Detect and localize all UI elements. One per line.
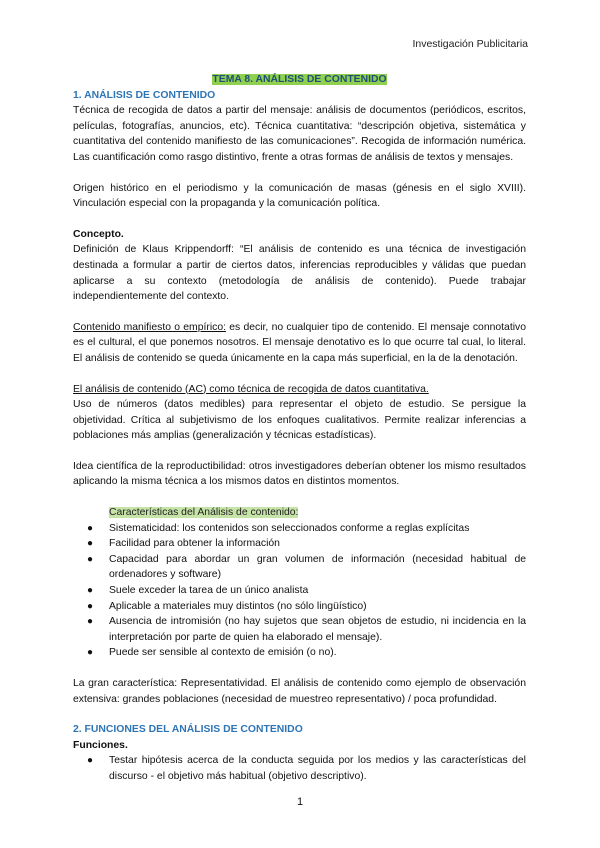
concept-heading: Concepto. — [73, 228, 124, 240]
bullet-icon: ● — [87, 585, 94, 597]
document-body — [73, 72, 526, 785]
paragraph-origin: Origen histórico en el periodismo y la comunicación de masas (génesis en el siglo XVIII). Vinculación especial con la propaganda y la comunicación política. — [73, 182, 526, 210]
functions-heading: Funciones. — [73, 739, 128, 751]
bullet-icon: ● — [87, 647, 94, 659]
characteristics-title-line — [109, 505, 526, 521]
section-1-heading: 1. ANÁLISIS DE CONTENIDO — [73, 89, 216, 101]
paragraph-manifest-content — [73, 320, 526, 367]
list-item: ● Testar hipótesis acerca de la conducta seguida por los medios y las características del discurso - el objetivo más habitual (objetivo descriptivo). — [87, 755, 526, 782]
characteristics-title: Características del Análisis de contenido: — [109, 507, 299, 519]
bullet-icon: ● — [87, 553, 94, 565]
quantitative-technique-subheading: El análisis de contenido (AC) como técnica de recogida de datos cuantitativa. — [73, 383, 429, 395]
list-item: ● Aplicable a materiales muy distintos (no sólo lingüístico) — [73, 599, 526, 615]
paragraph-quantitative: Uso de números (datos medibles) para representar el objeto de estudio. Se persigue la objetividad. Crítica al subjetivismo de los enfoques cualitativos. Permite realizar inferencias a poblaciones más amplias (generalización y técnicas estadísticas). — [73, 399, 526, 442]
list-item: ● Capacidad para abordar un gran volumen de información (necesidad habitual de ordenadores y software) — [87, 553, 526, 581]
paragraph-definition: Técnica de recogida de datos a partir del mensaje: análisis de documentos (periódicos, escritos, películas, fotografías, anuncios, etc). Técnica cuantitativa: “descripción objetiva, sistemática y cuantitativa del contenido manifiesto de las comunicaciones”. Recogida de información numérica. Las cuantificación como rasgo distintivo, frente a otras formas de análisis de textos y mensajes. — [73, 105, 526, 163]
bullet-icon: ● — [87, 600, 94, 612]
bullet-icon: ● — [87, 522, 94, 534]
list-item: ● Sistematicidad: los contenidos son seleccionados conforme a reglas explícitas — [73, 521, 526, 537]
bullet-icon: ● — [87, 755, 94, 767]
list-item: ● Facilidad para obtener la información — [73, 536, 526, 552]
paragraph-krippendorff: Definición de Klaus Krippendorff: “El análisis de contenido es una técnica de investigación destinada a formular a partir de ciertos datos, inferencias reproducibles y válidas que puedan aplicarse a su contexto (metodología de análisis de contenido). Puede trabajar independientemente del contexto. — [73, 244, 526, 303]
paragraph-representativeness: La gran característica: Representatividad. El análisis de contenido como ejemplo de observación extensiva: grandes poblaciones (necesidad de muestreo representativo) / poca profundidad. — [73, 678, 526, 705]
list-item: ● Ausencia de intromisión (no hay sujetos que sean objetos de estudio, ni incidencia en la interpretación por parte de quien ha elaborado el mensaje). — [87, 616, 526, 643]
list-item: ● Puede ser sensible al contexto de emisión (o no). — [73, 645, 526, 661]
page-number: 1 — [296, 796, 304, 808]
running-header: Investigación Publicitaria — [412, 38, 528, 50]
bullet-icon: ● — [87, 616, 94, 628]
bullet-icon: ● — [87, 538, 94, 550]
title-line — [73, 72, 526, 88]
list-item: ● Suele exceder la tarea de un único analista — [73, 583, 526, 599]
document-title: TEMA 8. ANÁLISIS DE CONTENIDO — [212, 74, 387, 85]
manifest-content-term: Contenido manifiesto o empírico: — [73, 321, 226, 333]
section-2-heading: 2. FUNCIONES DEL ANÁLISIS DE CONTENIDO — [73, 724, 303, 736]
paragraph-reproducibility: Idea científica de la reproductibilidad: otros investigadores deberían obtener los mismo resultados aplicando la misma técnica a los mismos datos en distintos momentos. — [73, 460, 526, 488]
characteristics-list — [73, 521, 526, 661]
functions-list — [73, 753, 526, 784]
manifest-content-text: es decir, no cualquier tipo de contenido. El mensaje connotativo es el cultural, el que ponemos nosotros. El mensaje denotativo es lo que ocurre tal cual, lo literal. El análisis de contenido se queda únicamente en la capa más superficial, en la de la denotación. — [73, 321, 526, 364]
